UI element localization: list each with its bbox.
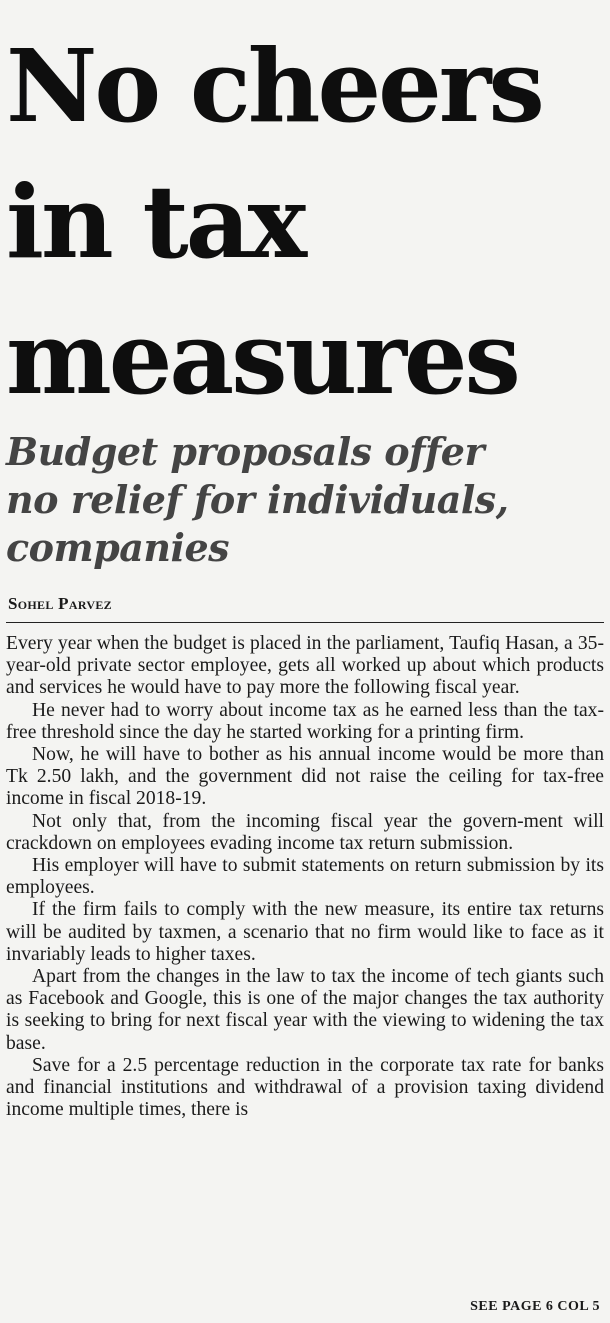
- paragraph: He never had to worry about income tax as he earned less than the tax-free threshold since the day he started working for a printing firm.: [6, 699, 604, 743]
- headline-line-1: No cheers: [6, 27, 542, 145]
- article-body: [6, 633, 604, 1121]
- byline-divider: [6, 622, 604, 623]
- headline-line-2: in tax: [6, 163, 305, 281]
- headline: [6, 0, 604, 426]
- paragraph: Not only that, from the incoming fiscal year the govern-ment will crackdown on employees evading income tax return submission.: [6, 810, 604, 854]
- paragraph: Every year when the budget is placed in the parliament, Taufiq Hasan, a 35-year-old private sector employee, gets all worked up about which products and services he would have to pay more the following fiscal year.: [6, 633, 604, 699]
- byline: Sohel Parvez: [8, 594, 112, 613]
- paragraph: Save for a 2.5 percentage reduction in the corporate tax rate for banks and financial institutions and withdrawal of a provision taxing dividend income multiple times, there is: [6, 1054, 604, 1121]
- subheadline: [6, 428, 604, 572]
- paragraph: If the firm fails to comply with the new measure, its entire tax returns will be audited by taxmen, a scenario that no firm would like to face as it invariably leads to higher taxes.: [6, 899, 604, 965]
- subheadline-line-3: companies: [6, 525, 230, 570]
- subheadline-line-1: Budget proposals offer: [6, 429, 485, 474]
- paragraph: Now, he will have to bother as his annual income would be more than Tk 2.50 lakh, and the government did not raise the ceiling for tax-free income in fiscal 2018-19.: [6, 744, 604, 810]
- continuation-note: SEE PAGE 6 COL 5: [470, 1299, 600, 1314]
- headline-line-3: measures: [6, 299, 518, 417]
- subheadline-line-2: no relief for individuals,: [6, 477, 509, 522]
- paragraph: His employer will have to submit statements on return submission by its employees.: [6, 855, 604, 899]
- paragraph: Apart from the changes in the law to tax the income of tech giants such as Facebook and Google, this is one of the major changes the tax authority is seeking to bring for next fiscal year with the viewing to widening the tax base.: [6, 966, 604, 1054]
